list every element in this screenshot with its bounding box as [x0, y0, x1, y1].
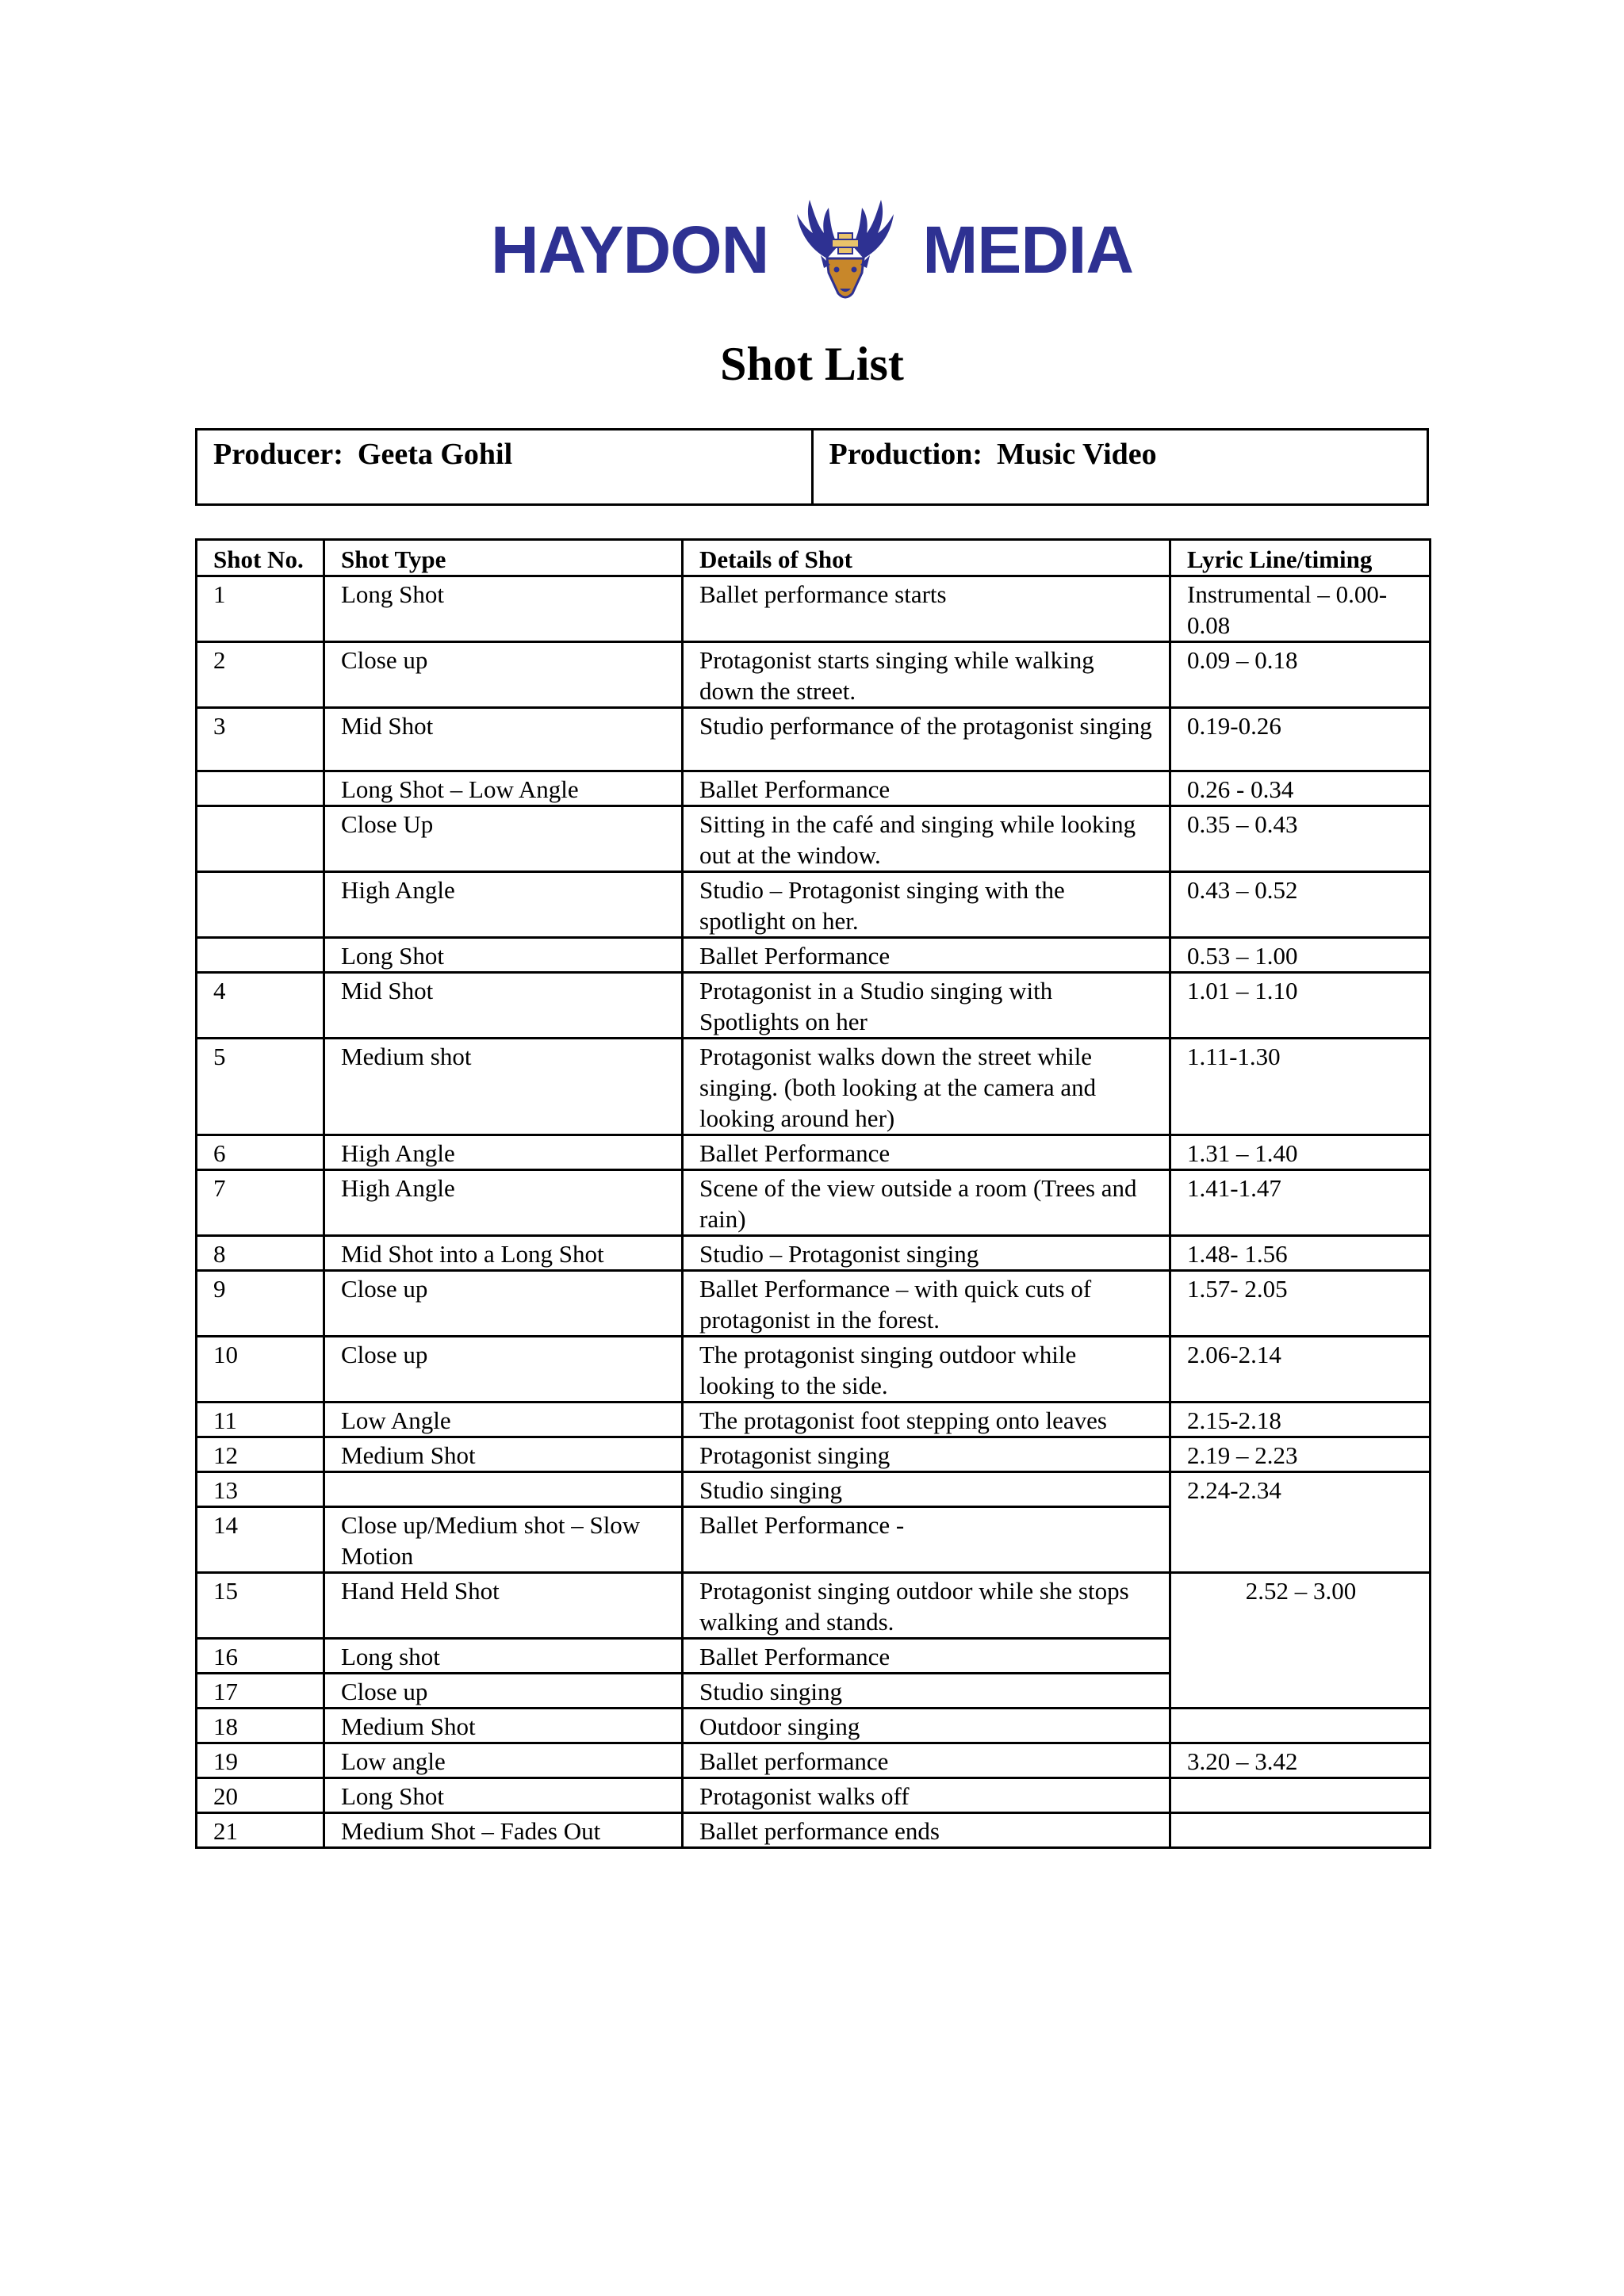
- page-title: Shot List: [720, 338, 904, 390]
- cell-shot-type: High Angle: [324, 1170, 683, 1236]
- cell-timing: 2.24-2.34: [1170, 1472, 1431, 1573]
- cell-shot-type: Close up: [324, 1337, 683, 1402]
- cell-shot-no: 5: [197, 1039, 324, 1135]
- cell-details: Studio – Protagonist singing: [683, 1236, 1170, 1271]
- cell-details: Ballet Performance: [683, 771, 1170, 806]
- cell-details: Ballet performance: [683, 1743, 1170, 1778]
- cell-timing: 1.31 – 1.40: [1170, 1135, 1431, 1170]
- cell-details: Protagonist walks off: [683, 1778, 1170, 1813]
- table-row: [197, 1236, 1431, 1271]
- table-row: [197, 576, 1431, 642]
- logo-word-left: HAYDON: [491, 212, 769, 287]
- table-header-row: [197, 540, 1431, 576]
- cell-timing: 1.57- 2.05: [1170, 1271, 1431, 1337]
- header-shot-type: Shot Type: [324, 540, 683, 576]
- cell-details: Protagonist singing outdoor while she stops walking and stands.: [683, 1573, 1170, 1639]
- table-row: [197, 1437, 1431, 1472]
- cell-shot-no: 3: [197, 708, 324, 771]
- cell-shot-no: 4: [197, 973, 324, 1039]
- cell-timing: 0.53 – 1.00: [1170, 938, 1431, 973]
- cell-timing: 2.19 – 2.23: [1170, 1437, 1431, 1472]
- cell-shot-no: 18: [197, 1709, 324, 1743]
- cell-shot-no: [197, 771, 324, 806]
- cell-details: Ballet Performance: [683, 938, 1170, 973]
- cell-shot-type: Low angle: [324, 1743, 683, 1778]
- cell-shot-type: Low Angle: [324, 1402, 683, 1437]
- table-row: [197, 1472, 1431, 1507]
- cell-shot-type: Medium Shot: [324, 1437, 683, 1472]
- table-row: [197, 806, 1431, 872]
- production-value: Music Video: [997, 438, 1157, 471]
- cell-shot-type: Mid Shot: [324, 973, 683, 1039]
- cell-details: Studio – Protagonist singing with the spotlight on her.: [683, 872, 1170, 938]
- table-row: [197, 1170, 1431, 1236]
- table-row: [197, 1778, 1431, 1813]
- cell-details: Sitting in the café and singing while looking out at the window.: [683, 806, 1170, 872]
- cell-timing: 2.06-2.14: [1170, 1337, 1431, 1402]
- cell-details: Studio performance of the protagonist singing: [683, 708, 1170, 771]
- cell-timing: 0.26 - 0.34: [1170, 771, 1431, 806]
- production-info-table: [195, 428, 1429, 506]
- cell-timing: [1170, 1778, 1431, 1813]
- table-body: [197, 576, 1431, 1848]
- cell-shot-no: 2: [197, 642, 324, 708]
- cell-shot-type: Close up: [324, 1271, 683, 1337]
- cell-shot-type: Close up/Medium shot – Slow Motion: [324, 1507, 683, 1573]
- cell-shot-no: [197, 806, 324, 872]
- cell-details: Ballet Performance: [683, 1639, 1170, 1674]
- cell-shot-type: Medium Shot: [324, 1709, 683, 1743]
- shot-list-table: [195, 538, 1431, 1849]
- cell-shot-type: Mid Shot: [324, 708, 683, 771]
- cell-shot-no: 12: [197, 1437, 324, 1472]
- cell-shot-no: 21: [197, 1813, 324, 1848]
- stag-head-icon: [786, 190, 905, 309]
- cell-shot-no: 20: [197, 1778, 324, 1813]
- cell-shot-type: Long Shot: [324, 1778, 683, 1813]
- cell-shot-no: 17: [197, 1674, 324, 1709]
- table-row: [197, 1573, 1431, 1639]
- cell-timing: [1170, 1813, 1431, 1848]
- cell-shot-type: High Angle: [324, 1135, 683, 1170]
- cell-shot-no: 14: [197, 1507, 324, 1573]
- table-row: [197, 1271, 1431, 1337]
- header-timing: Lyric Line/timing: [1170, 540, 1431, 576]
- cell-shot-no: [197, 872, 324, 938]
- cell-timing: Instrumental – 0.00-0.08: [1170, 576, 1431, 642]
- cell-shot-type: Hand Held Shot: [324, 1573, 683, 1639]
- table-row: [197, 1039, 1431, 1135]
- cell-details: Ballet performance starts: [683, 576, 1170, 642]
- cell-shot-type: Mid Shot into a Long Shot: [324, 1236, 683, 1271]
- company-logo: [0, 190, 1624, 309]
- cell-details: The protagonist foot stepping onto leaves: [683, 1402, 1170, 1437]
- cell-timing: 3.20 – 3.42: [1170, 1743, 1431, 1778]
- cell-details: Ballet Performance -: [683, 1507, 1170, 1573]
- cell-timing: 0.35 – 0.43: [1170, 806, 1431, 872]
- cell-timing: [1170, 1709, 1431, 1743]
- table-row: [197, 1709, 1431, 1743]
- table-row: [197, 938, 1431, 973]
- cell-details: Outdoor singing: [683, 1709, 1170, 1743]
- cell-shot-no: 6: [197, 1135, 324, 1170]
- cell-details: Protagonist walks down the street while singing. (both looking at the camera and looking around her): [683, 1039, 1170, 1135]
- cell-shot-no: 19: [197, 1743, 324, 1778]
- cell-shot-no: 16: [197, 1639, 324, 1674]
- cell-timing: 0.19-0.26: [1170, 708, 1431, 771]
- producer-value: Geeta Gohil: [357, 438, 513, 471]
- cell-details: Ballet performance ends: [683, 1813, 1170, 1848]
- cell-shot-type: Close up: [324, 642, 683, 708]
- cell-shot-type: Long Shot: [324, 576, 683, 642]
- cell-shot-type: Long Shot: [324, 938, 683, 973]
- production-label: Production:: [829, 438, 983, 471]
- cell-timing: 1.41-1.47: [1170, 1170, 1431, 1236]
- cell-details: The protagonist singing outdoor while looking to the side.: [683, 1337, 1170, 1402]
- table-row: [197, 872, 1431, 938]
- header-details: Details of Shot: [683, 540, 1170, 576]
- table-row: [197, 1743, 1431, 1778]
- logo-word-right: MEDIA: [922, 212, 1133, 287]
- cell-shot-no: 13: [197, 1472, 324, 1507]
- table-row: [197, 1402, 1431, 1437]
- cell-shot-type: Close Up: [324, 806, 683, 872]
- production-cell: [812, 430, 1428, 505]
- cell-timing: 1.11-1.30: [1170, 1039, 1431, 1135]
- cell-shot-type: High Angle: [324, 872, 683, 938]
- cell-timing: 0.43 – 0.52: [1170, 872, 1431, 938]
- cell-shot-no: 11: [197, 1402, 324, 1437]
- cell-shot-no: 9: [197, 1271, 324, 1337]
- cell-shot-no: 10: [197, 1337, 324, 1402]
- cell-shot-no: 7: [197, 1170, 324, 1236]
- cell-details: Ballet Performance: [683, 1135, 1170, 1170]
- cell-timing: 1.48- 1.56: [1170, 1236, 1431, 1271]
- cell-details: Protagonist singing: [683, 1437, 1170, 1472]
- table-row: [197, 1135, 1431, 1170]
- table-row: [197, 1813, 1431, 1848]
- cell-shot-no: 15: [197, 1573, 324, 1639]
- table-row: [197, 771, 1431, 806]
- cell-details: Studio singing: [683, 1472, 1170, 1507]
- cell-details: Protagonist starts singing while walking down the street.: [683, 642, 1170, 708]
- cell-shot-type: Long Shot – Low Angle: [324, 771, 683, 806]
- cell-details: Scene of the view outside a room (Trees and rain): [683, 1170, 1170, 1236]
- cell-shot-no: [197, 938, 324, 973]
- table-row: [197, 973, 1431, 1039]
- cell-shot-type: Medium Shot – Fades Out: [324, 1813, 683, 1848]
- cell-shot-type: Long shot: [324, 1639, 683, 1674]
- cell-shot-type: [324, 1472, 683, 1507]
- producer-cell: [197, 430, 813, 505]
- cell-timing: 0.09 – 0.18: [1170, 642, 1431, 708]
- cell-details: Protagonist in a Studio singing with Spotlights on her: [683, 973, 1170, 1039]
- header-shot-no: Shot No.: [197, 540, 324, 576]
- cell-shot-type: Medium shot: [324, 1039, 683, 1135]
- cell-timing: 2.52 – 3.00: [1170, 1573, 1431, 1709]
- table-row: [197, 708, 1431, 771]
- cell-timing: 1.01 – 1.10: [1170, 973, 1431, 1039]
- cell-details: Ballet Performance – with quick cuts of protagonist in the forest.: [683, 1271, 1170, 1337]
- cell-shot-no: 1: [197, 576, 324, 642]
- cell-timing: 2.15-2.18: [1170, 1402, 1431, 1437]
- cell-details: Studio singing: [683, 1674, 1170, 1709]
- table-row: [197, 642, 1431, 708]
- cell-shot-type: Close up: [324, 1674, 683, 1709]
- cell-shot-no: 8: [197, 1236, 324, 1271]
- table-row: [197, 1337, 1431, 1402]
- producer-label: Producer:: [213, 438, 343, 471]
